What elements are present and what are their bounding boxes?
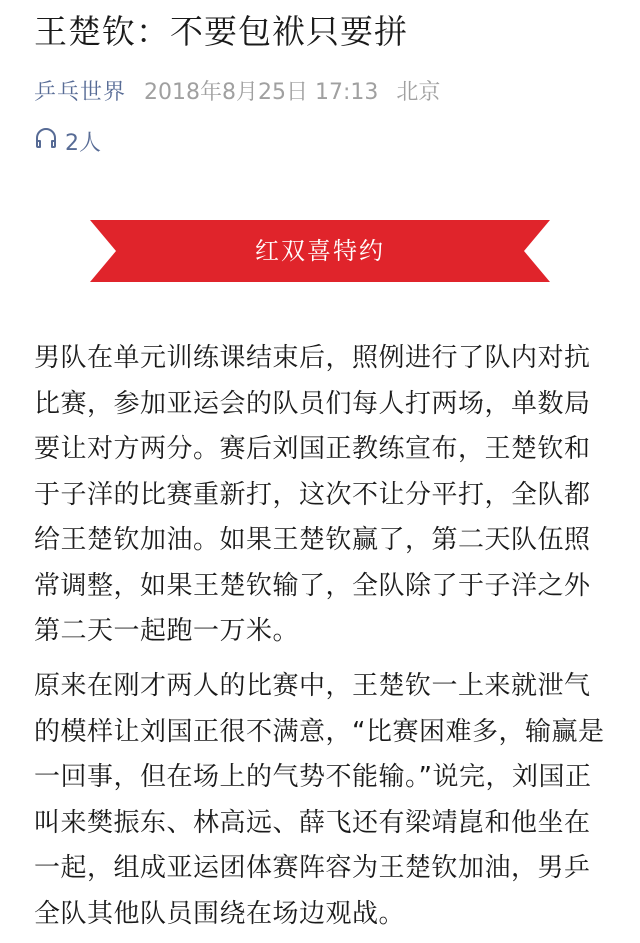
- paragraph-line: 叫来樊振东、林高远、薛飞还有梁靖崑和他坐在: [34, 807, 591, 838]
- paragraph-line: 男队在单元训练课结束后，照例进行了队内对抗: [34, 343, 591, 373]
- publish-location: 北京: [396, 80, 441, 105]
- paragraph-line: 要让对方两分。赛后刘国正教练宣布，王楚钦和: [34, 434, 591, 464]
- paragraph-line: 给王楚钦加油。如果王楚钦赢了，第二天队伍照: [34, 525, 591, 555]
- paragraph-2: [34, 664, 614, 937]
- paragraph-line: 一回事，但在场上的气势不能输。”说完，刘国正: [34, 762, 592, 792]
- paragraph-1: [34, 336, 614, 655]
- listen-count-label: 2人: [65, 130, 101, 156]
- paragraph-line: 于子洋的比赛重新打，这次不让分平打，全队都: [34, 479, 591, 510]
- article-meta: [34, 78, 440, 108]
- sponsor-banner-text: 红双喜特约: [255, 237, 385, 265]
- article-title: 王楚钦：不要包袱只要拼: [34, 12, 408, 51]
- paragraph-line: 比赛，参加亚运会的队员们每人打两场，单数局: [34, 388, 591, 419]
- paragraph-line: 常调整，如果王楚钦输了，全队除了于子洋之外: [34, 570, 591, 601]
- paragraph-line: 全队其他队员围绕在场边观战。: [34, 898, 406, 929]
- source-account-link[interactable]: 乒乓世界: [34, 80, 127, 105]
- paragraph-line: 一起，组成亚运团体赛阵容为王楚钦加油，男乒: [34, 853, 591, 883]
- publish-date: 2018年8月25日 17:13: [144, 80, 379, 105]
- sponsor-banner: [90, 220, 550, 282]
- paragraph-line: 的模样让刘国正很不满意，“比赛困难多，输赢是: [34, 716, 605, 747]
- paragraph-line: 原来在刚才两人的比赛中，王楚钦一上来就泄气: [34, 671, 591, 701]
- listen-count[interactable]: [34, 126, 101, 156]
- paragraph-line: 第二天一起跑一万米。: [34, 616, 300, 646]
- headphones-icon: [34, 126, 65, 156]
